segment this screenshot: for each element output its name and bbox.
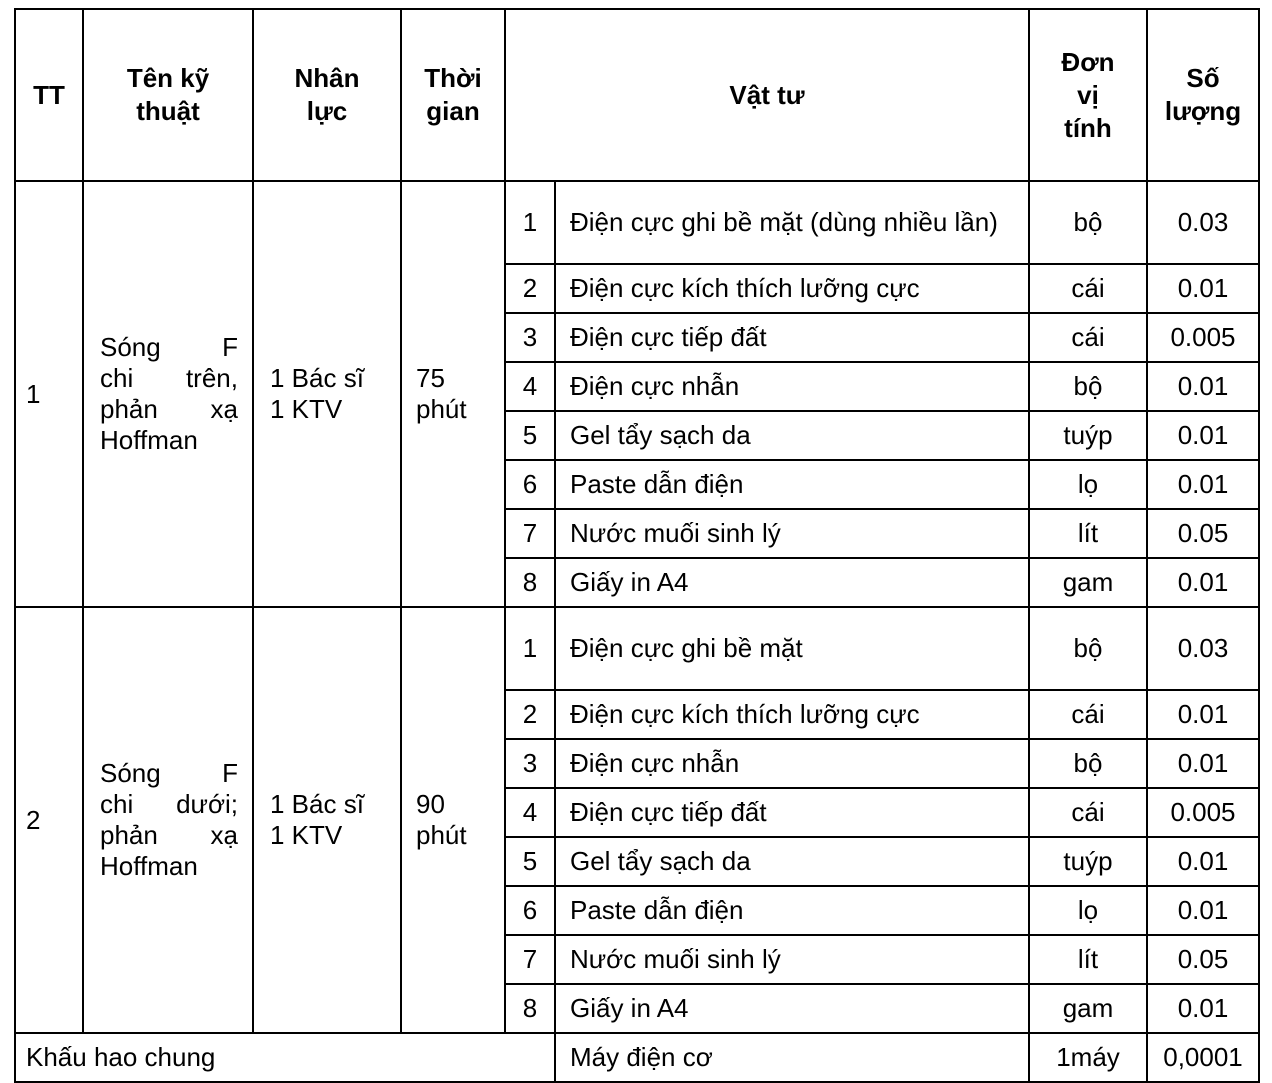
item-name: Paste dẫn điện — [555, 460, 1029, 509]
time-line: 75 — [416, 363, 445, 393]
item-quantity: 0.01 — [1147, 837, 1259, 886]
item-unit: cái — [1029, 264, 1147, 313]
footer-row — [15, 1033, 1259, 1082]
item-index: 8 — [505, 984, 555, 1033]
item-index: 2 — [505, 264, 555, 313]
item-name: Gel tẩy sạch da — [555, 837, 1029, 886]
item-index: 6 — [505, 886, 555, 935]
staff-cell — [253, 181, 401, 607]
item-quantity: 0.01 — [1147, 362, 1259, 411]
item-unit: lọ — [1029, 886, 1147, 935]
item-quantity: 0.05 — [1147, 935, 1259, 984]
item-index: 1 — [505, 181, 555, 264]
item-quantity: 0.05 — [1147, 509, 1259, 558]
item-index: 3 — [505, 313, 555, 362]
footer-unit: 1máy — [1029, 1033, 1147, 1082]
technique-number: 2 — [15, 607, 83, 1033]
technique-name-line: Hoffman — [100, 425, 198, 455]
header-nhan-luc: Nhân lực — [253, 9, 401, 181]
staff-line: 1 Bác sĩ — [270, 789, 364, 819]
technique-name-line: phản xạ — [100, 820, 238, 850]
item-quantity: 0.01 — [1147, 411, 1259, 460]
header-tt: TT — [15, 9, 83, 181]
technique-name-line: Hoffman — [100, 851, 198, 881]
item-quantity: 0.005 — [1147, 313, 1259, 362]
item-unit: gam — [1029, 984, 1147, 1033]
item-name: Paste dẫn điện — [555, 886, 1029, 935]
item-quantity: 0.01 — [1147, 690, 1259, 739]
item-index: 5 — [505, 411, 555, 460]
item-index: 4 — [505, 788, 555, 837]
time-cell — [401, 181, 505, 607]
item-quantity: 0.01 — [1147, 264, 1259, 313]
header-don-vi-tinh: Đơn vị tính — [1029, 9, 1147, 181]
item-name: Giấy in A4 — [555, 984, 1029, 1033]
item-index: 5 — [505, 837, 555, 886]
materials-table — [14, 8, 1260, 1083]
item-name: Điện cực ghi bề mặt — [555, 607, 1029, 690]
header-vat-tu: Vật tư — [505, 9, 1029, 181]
item-unit: lít — [1029, 509, 1147, 558]
item-unit: bộ — [1029, 181, 1147, 264]
item-quantity: 0.01 — [1147, 739, 1259, 788]
time-cell — [401, 607, 505, 1033]
table-row — [15, 181, 1259, 264]
item-name: Điện cực ghi bề mặt (dùng nhiều lần) — [555, 181, 1029, 264]
item-quantity: 0.01 — [1147, 460, 1259, 509]
item-index: 7 — [505, 935, 555, 984]
header-row — [15, 9, 1259, 181]
item-index: 1 — [505, 607, 555, 690]
item-name: Điện cực nhẫn — [555, 362, 1029, 411]
item-unit: lọ — [1029, 460, 1147, 509]
time-line: phút — [416, 820, 467, 850]
item-unit: lít — [1029, 935, 1147, 984]
technique-name-line: chi trên, — [100, 363, 238, 393]
footer-quantity: 0,0001 — [1147, 1033, 1259, 1082]
item-quantity: 0.03 — [1147, 607, 1259, 690]
item-unit: cái — [1029, 313, 1147, 362]
technique-name — [83, 181, 253, 607]
item-quantity: 0.01 — [1147, 984, 1259, 1033]
staff-cell — [253, 607, 401, 1033]
item-index: 6 — [505, 460, 555, 509]
item-name: Giấy in A4 — [555, 558, 1029, 607]
item-name: Điện cực tiếp đất — [555, 313, 1029, 362]
staff-line: 1 Bác sĩ — [270, 363, 364, 393]
item-index: 4 — [505, 362, 555, 411]
staff-line: 1 KTV — [270, 394, 343, 424]
header-ten-ky-thuat: Tên kỹ thuật — [83, 9, 253, 181]
technique-name — [83, 607, 253, 1033]
item-unit: gam — [1029, 558, 1147, 607]
item-quantity: 0.01 — [1147, 558, 1259, 607]
footer-item: Máy điện cơ — [555, 1033, 1029, 1082]
header-thoi-gian: Thời gian — [401, 9, 505, 181]
item-unit: bộ — [1029, 607, 1147, 690]
item-unit: cái — [1029, 690, 1147, 739]
item-index: 8 — [505, 558, 555, 607]
technique-name-line: Sóng F — [100, 758, 238, 788]
item-quantity: 0.01 — [1147, 886, 1259, 935]
item-name: Điện cực tiếp đất — [555, 788, 1029, 837]
item-unit: tuýp — [1029, 411, 1147, 460]
item-unit: bộ — [1029, 739, 1147, 788]
item-name: Điện cực nhẫn — [555, 739, 1029, 788]
time-line: phút — [416, 394, 467, 424]
item-unit: tuýp — [1029, 837, 1147, 886]
footer-label: Khấu hao chung — [15, 1033, 555, 1082]
item-unit: bộ — [1029, 362, 1147, 411]
item-quantity: 0.005 — [1147, 788, 1259, 837]
staff-line: 1 KTV — [270, 820, 343, 850]
technique-name-line: chi dưới; — [100, 789, 238, 819]
time-line: 90 — [416, 789, 445, 819]
item-unit: cái — [1029, 788, 1147, 837]
item-quantity: 0.03 — [1147, 181, 1259, 264]
technique-number: 1 — [15, 181, 83, 607]
item-index: 7 — [505, 509, 555, 558]
technique-name-line: Sóng F — [100, 332, 238, 362]
item-name: Nước muối sinh lý — [555, 509, 1029, 558]
table-body — [15, 181, 1259, 1082]
header-so-luong: Số lượng — [1147, 9, 1259, 181]
item-name: Nước muối sinh lý — [555, 935, 1029, 984]
item-name: Gel tẩy sạch da — [555, 411, 1029, 460]
item-index: 2 — [505, 690, 555, 739]
technique-name-line: phản xạ — [100, 394, 238, 424]
item-name: Điện cực kích thích lưỡng cực — [555, 264, 1029, 313]
table-row — [15, 607, 1259, 690]
item-index: 3 — [505, 739, 555, 788]
item-name: Điện cực kích thích lưỡng cực — [555, 690, 1029, 739]
